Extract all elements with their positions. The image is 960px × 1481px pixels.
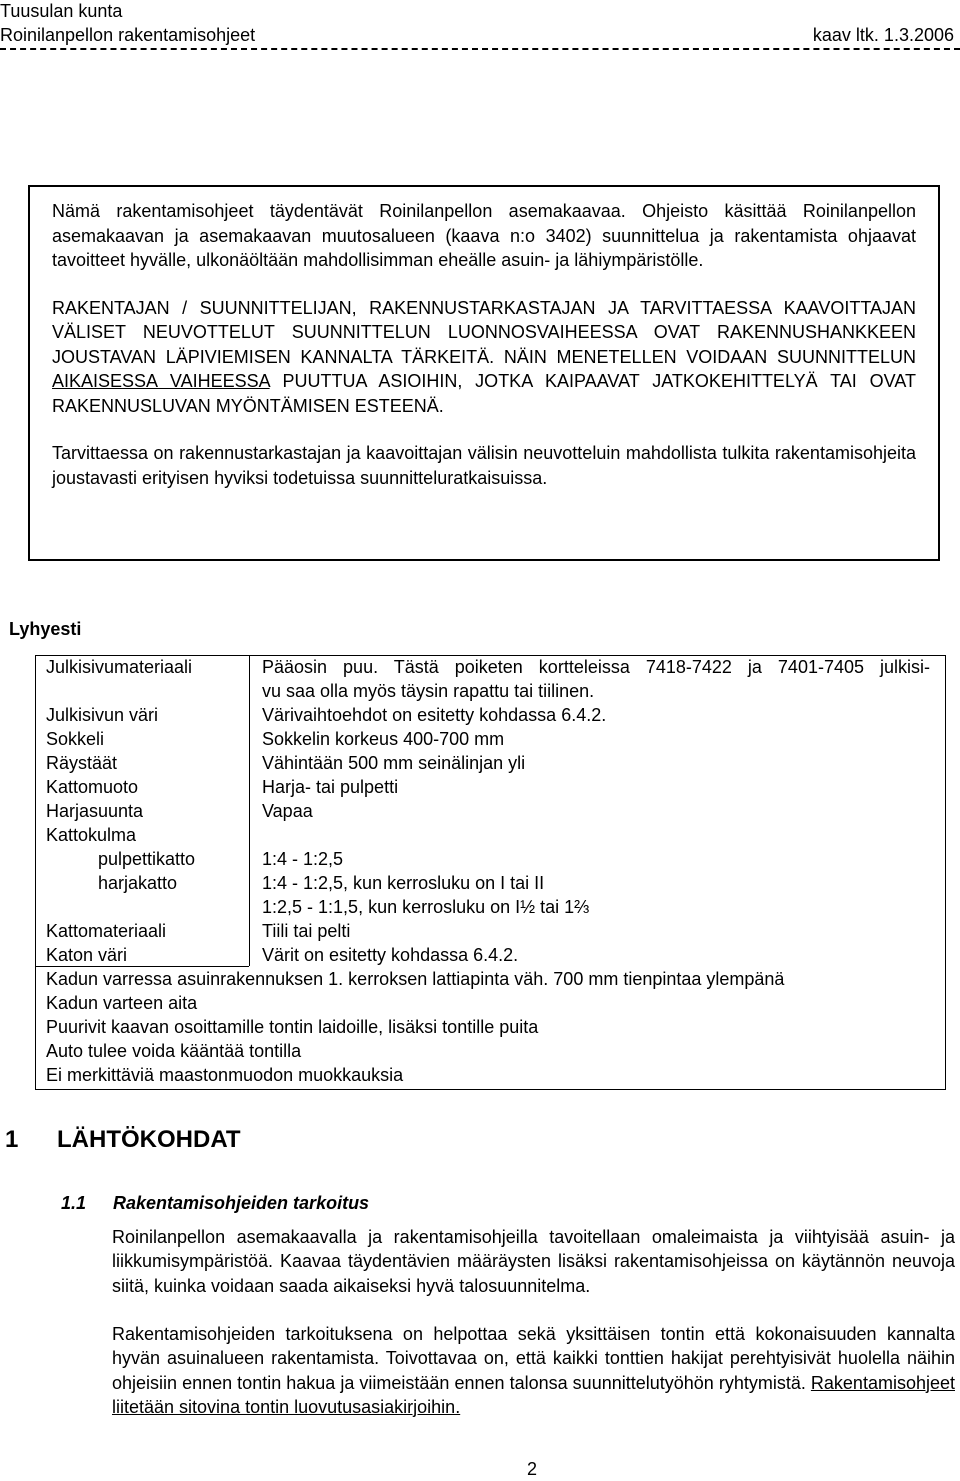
summary-label: Julkisivumateriaali (46, 657, 193, 677)
summary-label: Kattokulma (46, 825, 137, 845)
summary-box (35, 655, 946, 1090)
summary-value: Sokkelin korkeus 400-700 mm (262, 729, 505, 749)
summary-column-divider (249, 656, 250, 966)
body-paragraph-2 (112, 1322, 955, 1419)
summary-full-text: Auto tulee voida kääntää tontilla (46, 1041, 302, 1061)
intro-paragraph-1: Nämä rakentamisohjeet täydentävät Roinilanpellon asemakaavaa. Ohjeisto käsittää Roinilanpellon asemakaavan ja asemakaavan muutosalueen (kaava n:o 3402) suunnittelua ja rakentamista ohjaavat tavoitteet hyvälle, ulkonäöltään mahdollisimman eheälle asuin- ja lähiympäristölle. (52, 201, 916, 270)
summary-label: Katon väri (46, 945, 128, 965)
summary-value: 1:4 - 1:2,5, kun kerrosluku on I tai II (262, 873, 545, 893)
intro-p2-text-end: PUUTTUA ASIOIHIN, JOTKA KAIPAAVAT JATKOKEHITTELYÄ TAI OVAT RAKENNUSLUVAN MYÖNTÄMISEN ESTEENÄ. (52, 371, 916, 416)
summary-label: Räystäät (46, 753, 118, 773)
summary-label: Harjasuunta (46, 801, 144, 821)
subsection-number: 1.1 (61, 1193, 87, 1213)
intro-p2-underlined: AIKAISESSA VAIHEESSA (52, 371, 270, 391)
summary-value: Vähintään 500 mm seinälinjan yli (262, 753, 526, 773)
page-number: 2 (527, 1459, 538, 1479)
summary-label: Sokkeli (46, 729, 105, 749)
intro-p2-text: RAKENTAJAN / SUUNNITTELIJAN, RAKENNUSTARKASTAJAN JA TARVITTAESSA KAAVOITTAJAN VÄLISET NEUVOTTELUT SUUNNITTELUN LUONNOSVAIHEESSA OVAT RAKENNUSHANKKEEN JOUSTAVAN LÄPIVIEMISEN KANNALTA TÄRKEITÄ. NÄIN MENETELLEN VOIDAAN SUUNNITTELUN (52, 297, 916, 367)
summary-label: Kattomuoto (46, 777, 139, 797)
body-p2-text: Rakentamisohjeiden tarkoituksena on helpottaa sekä yksittäisen tontin että kokonaisuuden kannalta hyvän asuinalueen rakentamista. Toivottavaa on, että kaikki tonttien hakijat perehtyisivät huolella näihin ohjeisiin ennen tontin hakua ja viimeistään ennen talonsa suunnittelutyöhön ryhtymistä. (112, 1324, 955, 1393)
summary-label: Julkisivun väri (46, 705, 159, 725)
subsection-title: Rakentamisohjeiden tarkoitus (113, 1193, 370, 1213)
summary-label: harjakatto (98, 873, 178, 893)
intro-paragraph-3: Tarvittaessa on rakennustarkastajan ja kaavoittajan välisin neuvotteluin mahdollista tulkita rakentamisohjeita joustavasti erityisen hyviksi todetuissa suunnitteluratkaisuissa. (52, 443, 916, 488)
summary-value: 1:4 - 1:2,5 (262, 849, 344, 869)
summary-full-text: Kadun varressa asuinrakennuksen 1. kerroksen lattiapinta väh. 700 mm tienpintaa ylempänä (46, 969, 785, 989)
intro-box (28, 185, 940, 561)
summary-label: pulpettikatto (98, 849, 196, 869)
summary-value: Vapaa (262, 801, 313, 821)
summary-title: Lyhyesti (9, 619, 82, 639)
summary-value: Tiili tai pelti (262, 921, 351, 941)
summary-value: Värivaihtoehdot on esitetty kohdassa 6.4.2. (262, 705, 607, 725)
summary-label: Kattomateriaali (46, 921, 167, 941)
summary-full-text: Puurivit kaavan osoittamille tontin laidoille, lisäksi tontille puita (46, 1017, 539, 1037)
summary-value-cont: vu saa olla myös täysin rapattu tai tiilinen. (262, 681, 595, 701)
section-heading (5, 1124, 241, 1156)
summary-full-text: Kadun varteen aita (46, 993, 198, 1013)
section-title: LÄHTÖKOHDAT (57, 1126, 241, 1153)
summary-value: Pääosin puu. Tästä poiketen kortteleissa 7418-7422 ja 7401-7405 julkisi- (262, 657, 930, 677)
body-paragraph-2-text (112, 1322, 955, 1419)
section-number: 1 (5, 1126, 19, 1153)
header-dashed-rule (0, 48, 960, 54)
intro-paragraph-2 (52, 296, 916, 419)
header-title: Roinilanpellon rakentamisohjeet (0, 25, 256, 45)
summary-full-text: Ei merkittäviä maastonmuodon muokkauksia (46, 1065, 404, 1085)
body-p2-underlined: Rakentamisohjeet liitetään sitovina tontin luovutusasiakirjoihin. (112, 1372, 955, 1417)
summary-value: Harja- tai pulpetti (262, 777, 399, 797)
summary-value-cont: 1:2,5 - 1:1,5, kun kerrosluku on I½ tai 1⅔ (262, 897, 590, 917)
subsection-heading (61, 1191, 369, 1215)
header-organization: Tuusulan kunta (0, 1, 123, 21)
body-paragraph-1 (112, 1225, 955, 1298)
body-paragraph-1-text: Roinilanpellon asemakaavalla ja rakentamisohjeilla tavoitellaan omaleimaista ja viihtyisää asuin- ja liikkumisympäristöä. Kaavaa täydentävien määräysten lisäksi rakentamisohjeissa on käytännön neuvoja siitä, kuinka voidaan saada aikaiseksi hyvä talosuunnitelma. (112, 1227, 955, 1296)
header-date: kaav ltk. 1.3.2006 (812, 25, 954, 45)
summary-value: Värit on esitetty kohdassa 6.4.2. (262, 945, 519, 965)
